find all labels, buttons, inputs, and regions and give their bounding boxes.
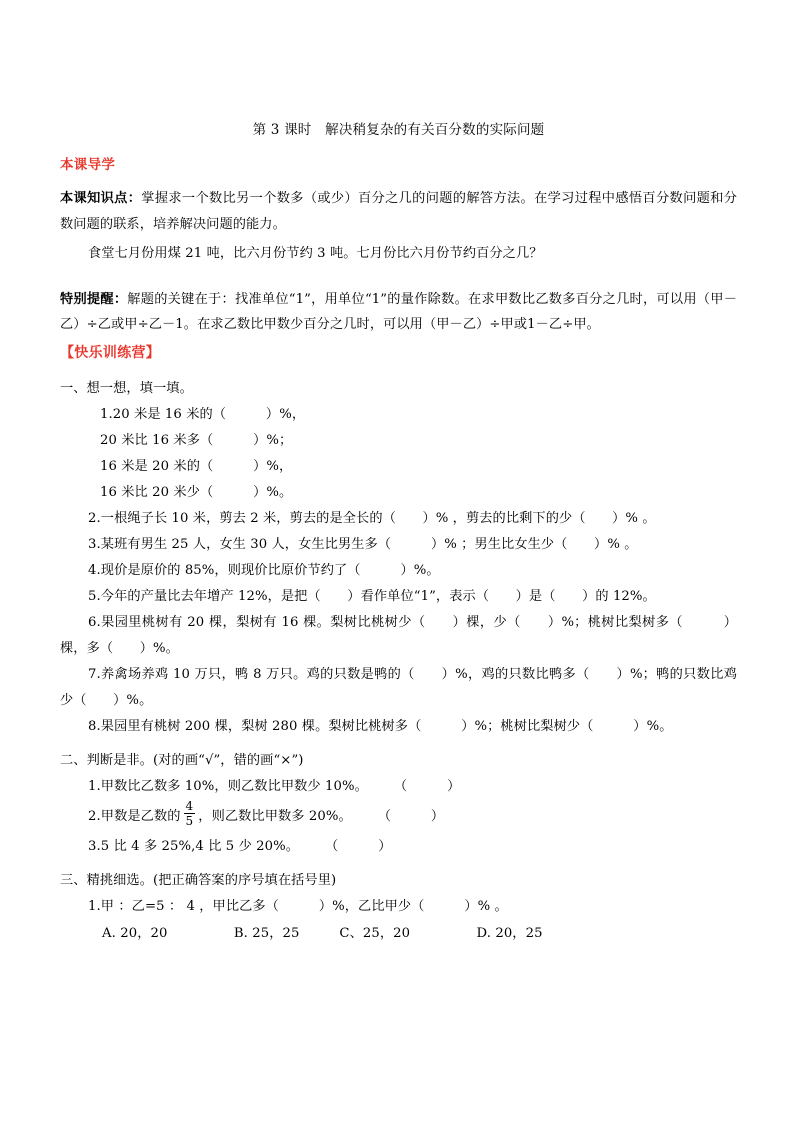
question-number: 2.	[88, 808, 101, 824]
question-1-1	[60, 402, 737, 428]
section-two-heading: 二、判断是非。(对的画“√”，错的画“×”)	[60, 752, 304, 768]
question-text: 某班有男生 25 人，女生 30 人，女生比男生多（ ）% ；男生比女生少（ ）% 。	[100, 536, 638, 552]
section-three-heading: 三、精挑细选。(把正确答案的序号填在括号里)	[60, 872, 337, 888]
question-5	[60, 584, 737, 610]
question-text: 现价是原价的 85%，则现价比原价节约了（ ）%。	[100, 562, 440, 578]
question-number: 8.	[88, 718, 101, 734]
training-camp-heading: 【快乐训练营】	[60, 344, 161, 361]
question-8	[60, 714, 737, 740]
question-number: 6.	[88, 614, 101, 630]
question-text: 一根绳子长 10 米，剪去 2 米，剪去的是全长的（ ）% ，剪去的比剩下的少（ ）% 。	[100, 510, 656, 526]
question-text: 16 米比 20 米少（ ）%。	[100, 484, 293, 500]
question-6	[60, 610, 737, 662]
example-problem: 食堂七月份用煤 21 吨，比六月份节约 3 吨。七月份比六月份节约百分之几？	[88, 246, 543, 261]
tf-question-1	[60, 774, 737, 800]
question-text-after: ，则乙数比甲数多 20%。	[198, 808, 352, 824]
tip-text: 解题的关键在于：找准单位“1”，用单位“1”的量作除数。在求甲数比乙数多百分之几时，可以用（甲－乙）÷乙或甲÷乙－1。在求乙数比甲数少百分之几时，可以用（甲－乙）÷甲或1－乙÷甲。	[60, 291, 738, 332]
fraction-denominator: 5	[185, 813, 194, 828]
question-text: 果园里有桃树 200 棵，梨树 280 棵。梨树比桃树多（ ）%；桃树比梨树少（ ）%。	[100, 718, 673, 734]
answer-bracket[interactable]: （ ）	[325, 838, 392, 854]
knowledge-point-label: 本课知识点：	[60, 191, 142, 206]
question-text: 今年的产量比去年增产 12%，是把（ ）看作单位“1”，表示（ ）是（ ）的 12%。	[100, 588, 656, 604]
tip-label: 特别提醒：	[60, 291, 128, 307]
question-text-before: 甲数是乙数的	[100, 808, 181, 824]
guide-heading: 本课导学	[60, 157, 116, 173]
answer-bracket[interactable]: （ ）	[393, 778, 461, 794]
question-number: 3.	[88, 536, 101, 552]
tf-question-3	[60, 834, 737, 860]
page-title: 第 3 课时 解决稍复杂的有关百分数的实际问题	[252, 122, 545, 138]
question-3	[60, 532, 737, 558]
section-one-heading: 一、想一想，填一填。	[60, 380, 193, 396]
mc-question-1	[60, 894, 737, 920]
question-text: 20 米是 16 米的（ ）%，	[112, 406, 306, 422]
question-2	[60, 506, 737, 532]
question-text: 16 米是 20 米的（ ）%，	[100, 458, 293, 474]
spacer	[60, 178, 737, 186]
fraction-four-fifths	[184, 800, 196, 827]
mc-question-1-choices[interactable]: A. 20，20 B. 25，25 C、25，20 D. 20，25	[102, 925, 543, 941]
question-text: 5 比 4 多 25%,4 比 5 少 20%。	[100, 838, 300, 854]
spacer	[60, 860, 737, 868]
question-number: 3.	[88, 838, 101, 854]
question-text: 20 米比 16 米多（ ）%；	[100, 432, 293, 448]
spacer	[60, 267, 737, 287]
question-4	[60, 558, 737, 584]
question-1-3	[60, 454, 737, 480]
answer-bracket[interactable]: （ ）	[377, 808, 445, 824]
question-text: 养禽场养鸡 10 万只，鸭 8 万只。鸡的只数是鸭的（ ）%，鸡的只数比鸭多（ ）%；鸭的只数比鸡少（ ）%。	[60, 666, 737, 708]
question-number: 1.	[88, 898, 101, 914]
question-1-4	[60, 480, 737, 506]
question-number: 7.	[88, 666, 101, 682]
question-1-2	[60, 428, 737, 454]
question-number: 2.	[88, 510, 101, 526]
spacer	[60, 740, 737, 748]
question-number: 4.	[88, 562, 101, 578]
question-number: 1.	[88, 778, 101, 794]
question-7	[60, 662, 737, 714]
question-text: 甲 ：乙=5 ： 4 ，甲比乙多（ ）%，乙比甲少（ ）% 。	[100, 898, 508, 914]
tip-paragraph	[60, 287, 737, 338]
spacer	[60, 368, 737, 376]
question-text: 甲数比乙数多 10%，则乙数比甲数少 10%。	[100, 778, 368, 794]
question-number: 1.	[100, 406, 113, 422]
knowledge-point-text: 掌握求一个数比另一个数多（或少）百分之几的问题的解答方法。在学习过程中感悟百分数问题和分数问题的联系，培养解决问题的能力。	[60, 191, 737, 232]
knowledge-point-paragraph	[60, 186, 737, 237]
fraction-numerator: 4	[185, 798, 194, 813]
question-number: 5.	[88, 588, 101, 604]
question-text: 果园里桃树有 20 棵，梨树有 16 棵。梨树比桃树少（ ）棵，少（ ）%；桃树比梨树多（ ）棵，多（ ）%。	[60, 614, 737, 656]
tf-question-2	[60, 800, 737, 834]
